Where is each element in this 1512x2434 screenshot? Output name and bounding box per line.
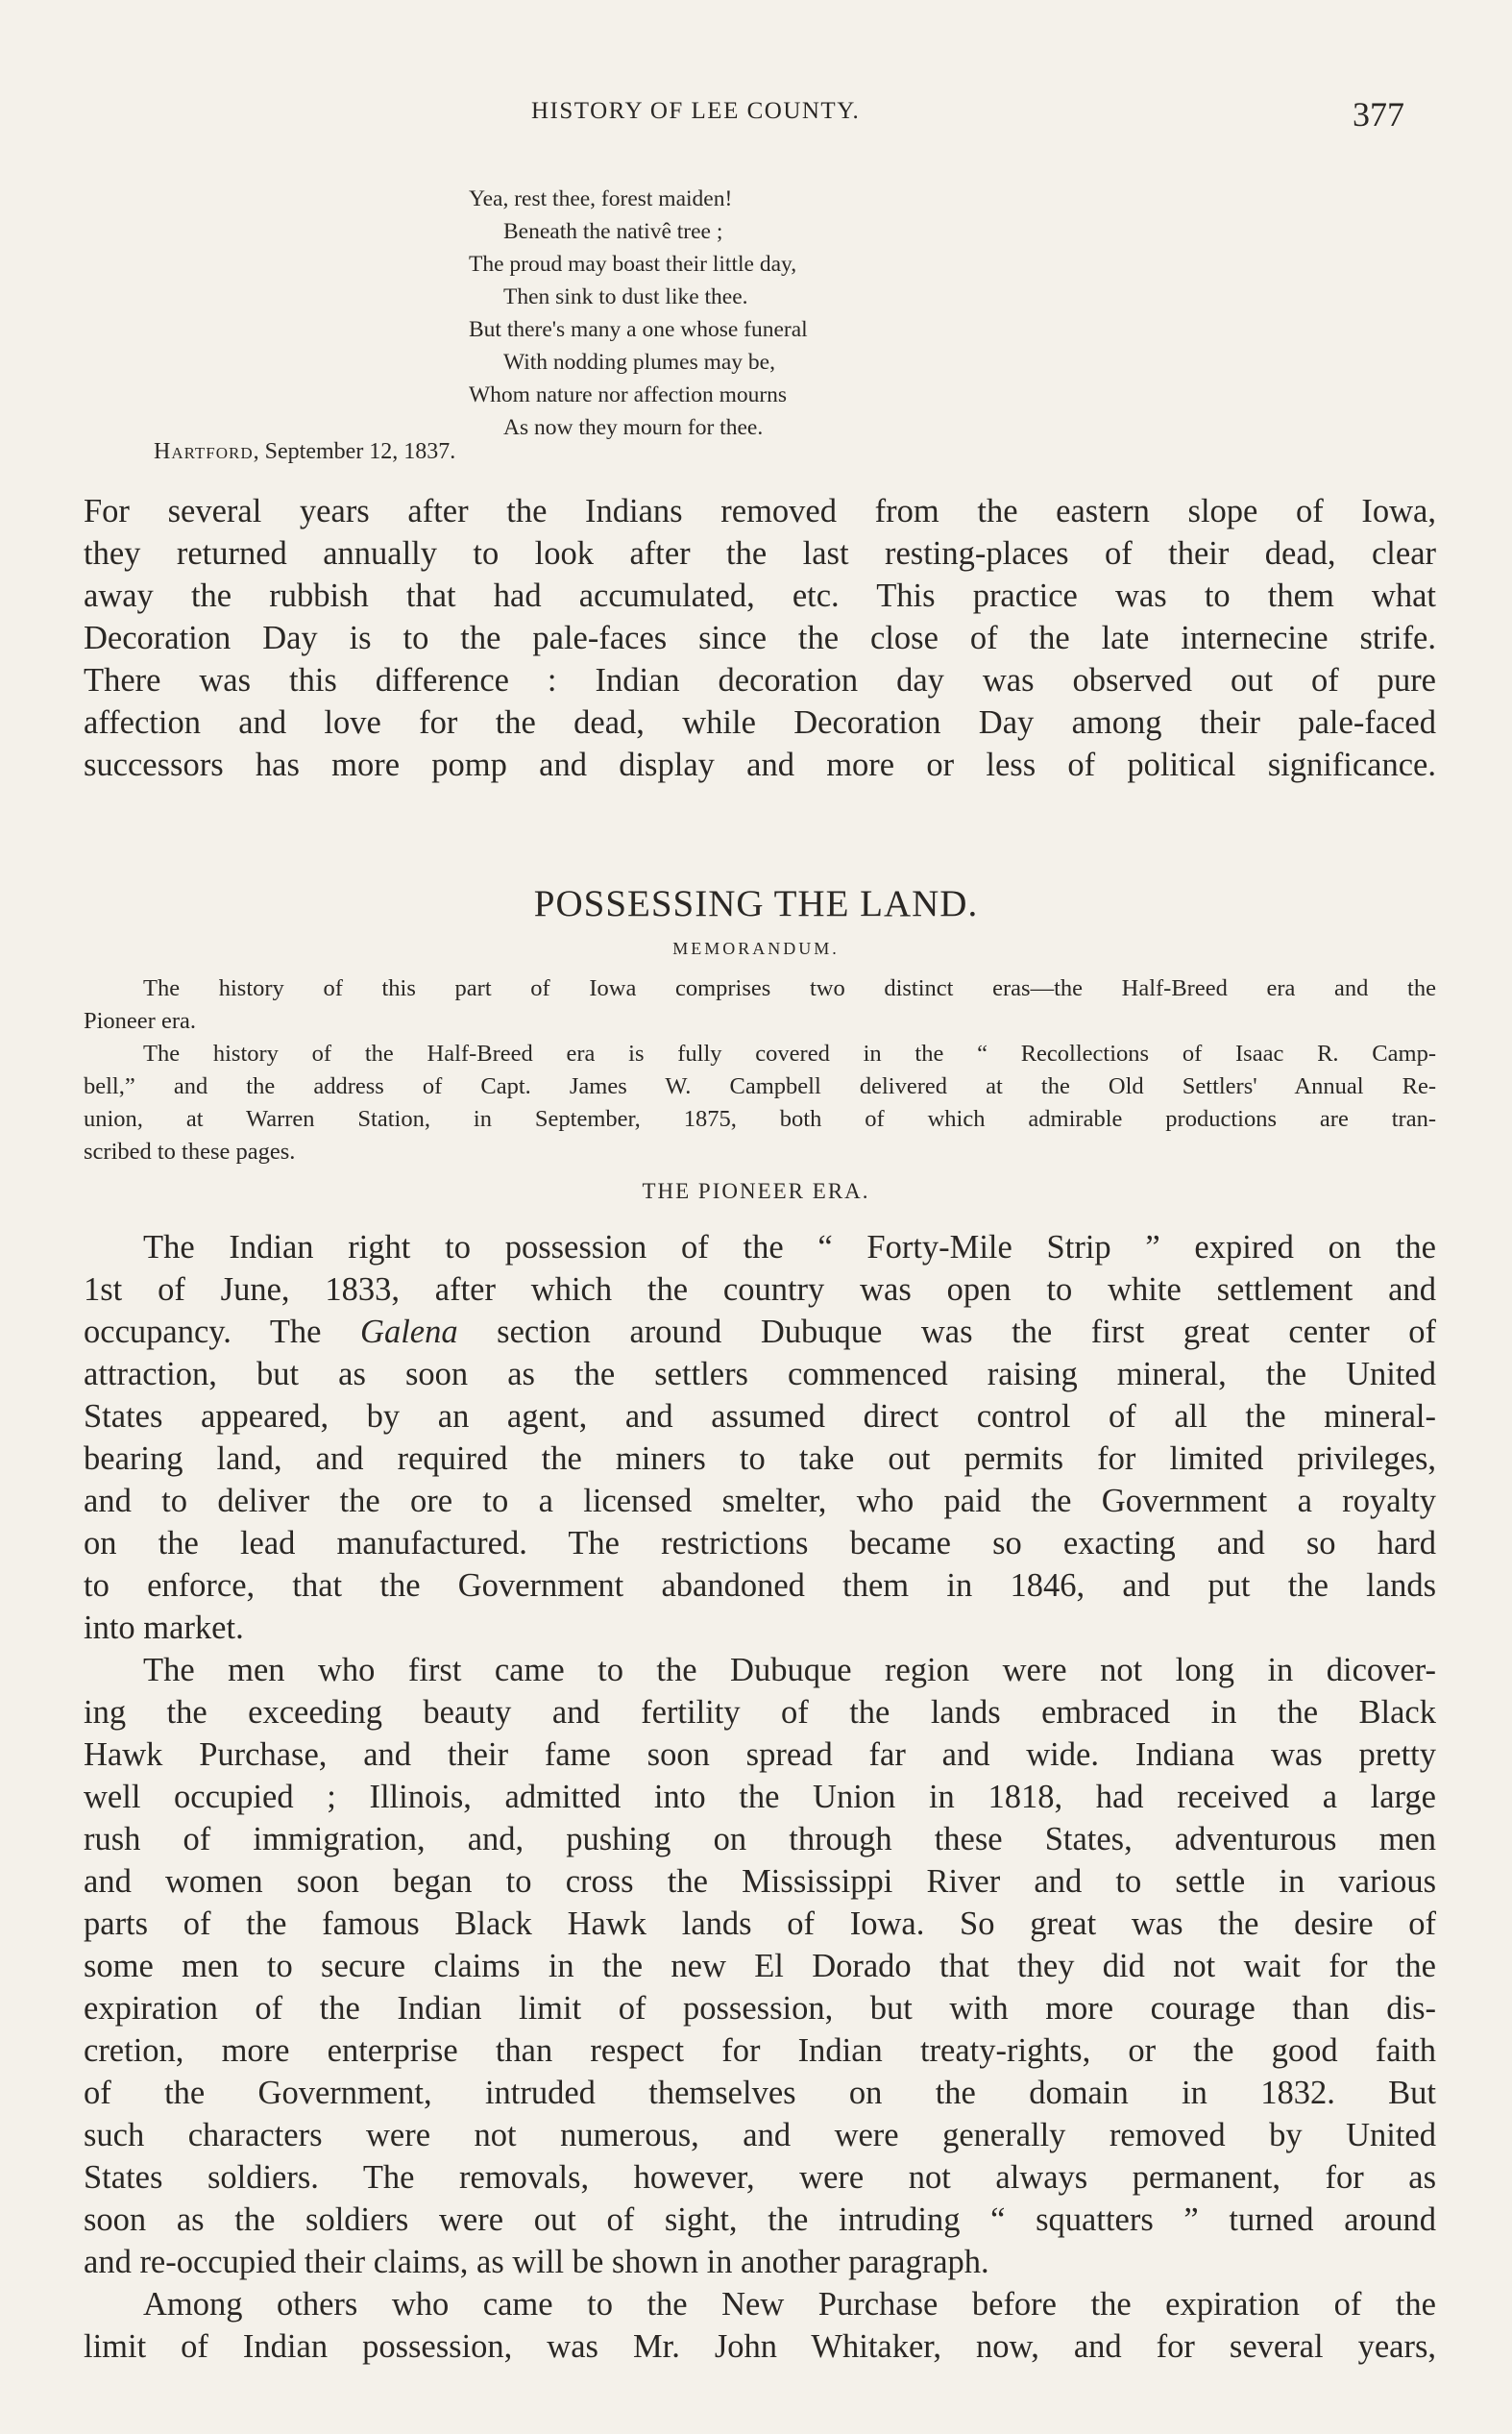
- memorandum-paragraph: [84, 972, 1436, 1038]
- poem-line: But there's many a one whose funeral: [469, 317, 808, 342]
- text-line: and re-occupied their claims, as will be shown in another paragraph.: [84, 2244, 989, 2280]
- memo-line: bell,” and the address of Capt. James W. Campbell delivered at the Old Settlers' Annual Re-: [84, 1073, 1436, 1099]
- text-line: Among others who came to the New Purchase before the expiration of the: [143, 2286, 1436, 2323]
- memo-line: The history of the Half-Breed era is fully covered in the “ Recollections of Isaac R. Camp-: [143, 1041, 1436, 1067]
- text-line: States soldiers. The removals, however, were not always permanent, for as: [84, 2159, 1436, 2196]
- poem-line: Beneath the nativê tree ;: [503, 219, 723, 244]
- text-line: and to deliver the ore to a licensed smelter, who paid the Government a royalty: [84, 1483, 1436, 1519]
- memo-line: The history of this part of Iowa comprises two distinct eras—the Half-Breed era and the: [143, 975, 1436, 1001]
- poem-stanza: [469, 183, 808, 444]
- text-line: For several years after the Indians removed from the eastern slope of Iowa,: [84, 493, 1436, 529]
- memo-line: Pioneer era.: [84, 1008, 196, 1034]
- text-line: parts of the famous Black Hawk lands of Iowa. So great was the desire of: [84, 1905, 1436, 1942]
- text-line: States appeared, by an agent, and assumed direct control of all the mineral-: [84, 1398, 1436, 1435]
- text-line: The Indian right to possession of the “ Forty-Mile Strip ” expired on the: [143, 1229, 1436, 1266]
- text-line: of the Government, intruded themselves on the domain in 1832. But: [84, 2075, 1436, 2111]
- memorandum-heading: MEMORANDUM.: [672, 939, 840, 958]
- text-line: soon as the soldiers were out of sight, the intruding “ squatters ” turned around: [84, 2201, 1436, 2238]
- running-head: [0, 95, 1512, 136]
- paragraph-decoration-day: [84, 490, 1436, 786]
- memo-line: union, at Warren Station, in September, 1875, both of which admirable productions are tran-: [84, 1106, 1436, 1132]
- text-line: 1st of June, 1833, after which the country was open to white settlement and: [84, 1271, 1436, 1308]
- text-line: some men to secure claims in the new El Dorado that they did not wait for the: [84, 1948, 1436, 1984]
- text-line: and women soon began to cross the Mississippi River and to settle in various: [84, 1863, 1436, 1900]
- text-line: Hawk Purchase, and their fame soon spread far and wide. Indiana was pretty: [84, 1736, 1436, 1773]
- poem-dateline: [154, 439, 455, 465]
- memo-line: scribed to these pages.: [84, 1139, 296, 1165]
- page-number: 377: [1353, 95, 1404, 134]
- text-line: Decoration Day is to the pale-faces since the close of the late internecine strife.: [84, 620, 1436, 656]
- text-line: affection and love for the dead, while Decoration Day among their pale-faced: [84, 704, 1436, 741]
- text-line: to enforce, that the Government abandoned them in 1846, and put the lands: [84, 1567, 1436, 1604]
- text-line: The men who first came to the Dubuque region were not long in dicover-: [143, 1652, 1436, 1688]
- poem-line: Then sink to dust like thee.: [503, 284, 748, 309]
- text-span: occupancy. The: [84, 1314, 361, 1350]
- running-title: HISTORY OF LEE COUNTY.: [531, 98, 861, 124]
- era-heading: THE PIONEER ERA.: [642, 1179, 870, 1203]
- text-line: on the lead manufactured. The restrictions became so exacting and so hard: [84, 1525, 1436, 1561]
- text-line: successors has more pomp and display and more or less of political significance.: [84, 747, 1436, 783]
- text-line: well occupied ; Illinois, admitted into the Union in 1818, had received a large: [84, 1779, 1436, 1815]
- memorandum-paragraph: [84, 1038, 1436, 1168]
- poem-line: As now they mourn for thee.: [503, 415, 764, 440]
- section-heading: POSSESSING THE LAND.: [533, 883, 979, 924]
- text-line: rush of immigration, and, pushing on through these States, adventurous men: [84, 1821, 1436, 1857]
- poem-line: With nodding plumes may be,: [503, 350, 775, 375]
- text-line: into market.: [84, 1610, 244, 1646]
- paragraph-forty-mile-strip: [84, 1226, 1436, 1649]
- dateline-date: , September 12, 1837.: [253, 439, 456, 464]
- poem-line: Yea, rest thee, forest maiden!: [469, 186, 733, 211]
- text-line: expiration of the Indian limit of possession, but with more courage than dis-: [84, 1990, 1436, 2027]
- text-span: section around Dubuque was the first great center of: [457, 1314, 1436, 1350]
- italic-term: Galena: [360, 1314, 458, 1350]
- text-line: ing the exceeding beauty and fertility of the lands embraced in the Black: [84, 1694, 1436, 1731]
- text-line: limit of Indian possession, was Mr. John Whitaker, now, and for several years,: [84, 2328, 1436, 2365]
- paragraph-dubuque-region: [84, 1649, 1436, 2283]
- text-line: attraction, but as soon as the settlers commenced raising mineral, the United: [84, 1356, 1436, 1392]
- poem-line: Whom nature nor affection mourns: [469, 382, 788, 407]
- poem-line: The proud may boast their little day,: [469, 252, 797, 277]
- text-line: such characters were not numerous, and were generally removed by United: [84, 2117, 1436, 2153]
- dateline-place: Hartford: [154, 439, 254, 464]
- text-line: [84, 1311, 1436, 1353]
- text-line: bearing land, and required the miners to take out permits for limited privileges,: [84, 1440, 1436, 1477]
- text-line: cretion, more enterprise than respect for Indian treaty-rights, or the good faith: [84, 2032, 1436, 2069]
- text-line: There was this difference : Indian decoration day was observed out of pure: [84, 662, 1436, 699]
- text-line: they returned annually to look after the last resting-places of their dead, clear: [84, 535, 1436, 572]
- text-line: away the rubbish that had accumulated, etc. This practice was to them what: [84, 578, 1436, 614]
- paragraph-john-whitaker: [84, 2283, 1436, 2368]
